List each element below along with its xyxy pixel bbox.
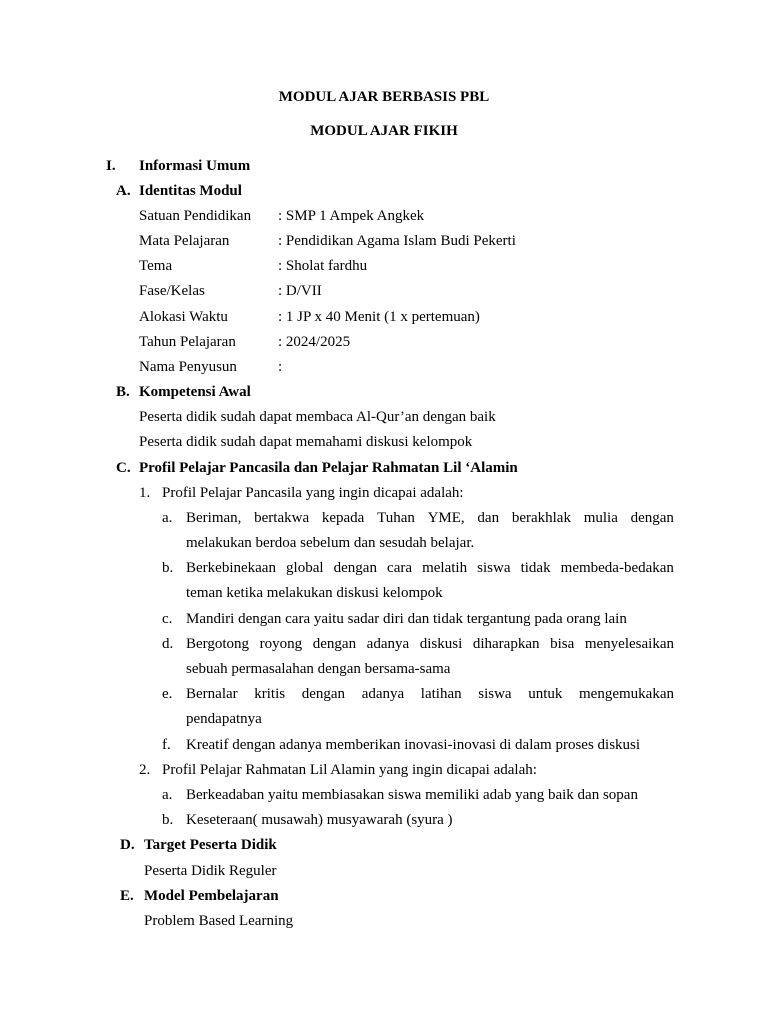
list-item-continuation: sebuah permasalahan dengan bersama-sama (186, 661, 451, 677)
word: diskusi (419, 636, 463, 652)
list-letter: f. (162, 737, 171, 753)
list-item-text: Berkeadaban yaitu membiasakan siswa memiliki adab yang baik dan sopan (186, 787, 638, 803)
word: kritis (254, 686, 286, 702)
word: siswa (477, 560, 511, 576)
body-text: Peserta Didik Reguler (144, 863, 277, 879)
word: untuk (528, 686, 563, 702)
justified-line (186, 559, 674, 577)
word: adanya (366, 636, 410, 652)
word: siswa (478, 686, 512, 702)
subsection-letter: A. (116, 183, 131, 199)
list-letter: a. (162, 787, 173, 803)
identity-key: Satuan Pendidikan (139, 208, 252, 224)
word: royong (259, 636, 303, 652)
list-letter: e. (162, 686, 173, 702)
justified-line (186, 635, 674, 653)
subsection-letter: B. (116, 384, 130, 400)
identity-value: : (278, 359, 283, 375)
document-subtitle: MODUL AJAR FIKIH (310, 123, 458, 139)
word: latihan (420, 686, 462, 702)
justified-line (186, 685, 674, 703)
word: cara (387, 560, 412, 576)
list-letter: c. (162, 611, 173, 627)
word: dan (477, 510, 500, 526)
identity-value: : 1 JP x 40 Menit (1 x pertemuan) (278, 309, 480, 325)
list-item-continuation: teman ketika melakukan diskusi kelompok (186, 585, 443, 601)
justified-line (186, 509, 674, 527)
word: Bergotong (186, 636, 250, 652)
identity-value: : D/VII (278, 283, 322, 299)
word: dengan (301, 686, 346, 702)
list-item-text: Profil Pelajar Pancasila yang ingin dicapai adalah: (162, 485, 464, 501)
word: Tuhan (377, 510, 415, 526)
identity-value: : 2024/2025 (278, 334, 351, 350)
subsection-heading: Identitas Modul (139, 183, 242, 199)
list-item-text: Mandiri dengan cara yaitu sadar diri dan tidak tergantung pada orang lain (186, 611, 627, 627)
list-letter: b. (162, 812, 174, 828)
identity-key: Tahun Pelajaran (139, 334, 236, 350)
word: diharapkan (472, 636, 540, 652)
list-number: 1. (139, 485, 151, 501)
list-number: 2. (139, 762, 151, 778)
list-letter: d. (162, 636, 174, 652)
section-heading: Informasi Umum (139, 158, 251, 174)
word: membeda-bedakan (560, 560, 674, 576)
list-item-text: Keseteraan( musawah) musyawarah (syura ) (186, 812, 453, 828)
section-number: I. (106, 158, 116, 174)
word: bisa (550, 636, 575, 652)
word: dengan (333, 560, 377, 576)
subsection-letter: E. (120, 888, 134, 904)
subsection-letter: D. (120, 837, 135, 853)
identity-value: : Sholat fardhu (278, 258, 368, 274)
identity-key: Mata Pelajaran (139, 233, 230, 249)
word: Beriman, (186, 510, 242, 526)
list-item-continuation: pendapatnya (186, 711, 262, 727)
word: dengan (630, 510, 674, 526)
subsection-heading: Target Peserta Didik (144, 837, 277, 853)
list-item-text: Profil Pelajar Rahmatan Lil Alamin yang ingin dicapai adalah: (162, 762, 537, 778)
identity-key: Fase/Kelas (139, 283, 205, 299)
word: tidak (520, 560, 551, 576)
identity-key: Nama Penyusun (139, 359, 237, 375)
identity-value: : SMP 1 Ampek Angkek (278, 208, 425, 224)
word: dengan (312, 636, 357, 652)
word: mengemukakan (579, 686, 674, 702)
word: Bernalar (186, 686, 238, 702)
word: menyelesaikan (584, 636, 674, 652)
word: Berkebinekaan (186, 560, 276, 576)
subsection-heading: Profil Pelajar Pancasila dan Pelajar Rahmatan Lil ‘Alamin (139, 460, 518, 476)
body-text: Peserta didik sudah dapat memahami diskusi kelompok (139, 434, 473, 450)
word: global (286, 560, 324, 576)
word: mulia (583, 510, 618, 526)
word: adanya (361, 686, 405, 702)
word: kepada (321, 510, 365, 526)
subsection-heading: Kompetensi Awal (139, 384, 251, 400)
document-title: MODUL AJAR BERBASIS PBL (278, 89, 490, 105)
list-letter: a. (162, 510, 173, 526)
list-item-continuation: melakukan berdoa sebelum dan sesudah belajar. (186, 535, 475, 551)
word: berakhlak (511, 510, 571, 526)
word: melatih (422, 560, 468, 576)
list-item-text: Kreatif dengan adanya memberikan inovasi-inovasi di dalam proses diskusi (186, 737, 641, 753)
list-letter: b. (162, 560, 174, 576)
subsection-heading: Model Pembelajaran (144, 888, 279, 904)
subsection-letter: C. (116, 460, 131, 476)
body-text: Problem Based Learning (144, 913, 294, 929)
body-text: Peserta didik sudah dapat membaca Al-Qur’an dengan baik (139, 409, 496, 425)
identity-key: Alokasi Waktu (139, 309, 228, 325)
word: bertakwa (254, 510, 310, 526)
identity-value: : Pendidikan Agama Islam Budi Pekerti (278, 233, 516, 249)
identity-key: Tema (139, 258, 173, 274)
word: YME, (427, 510, 465, 526)
